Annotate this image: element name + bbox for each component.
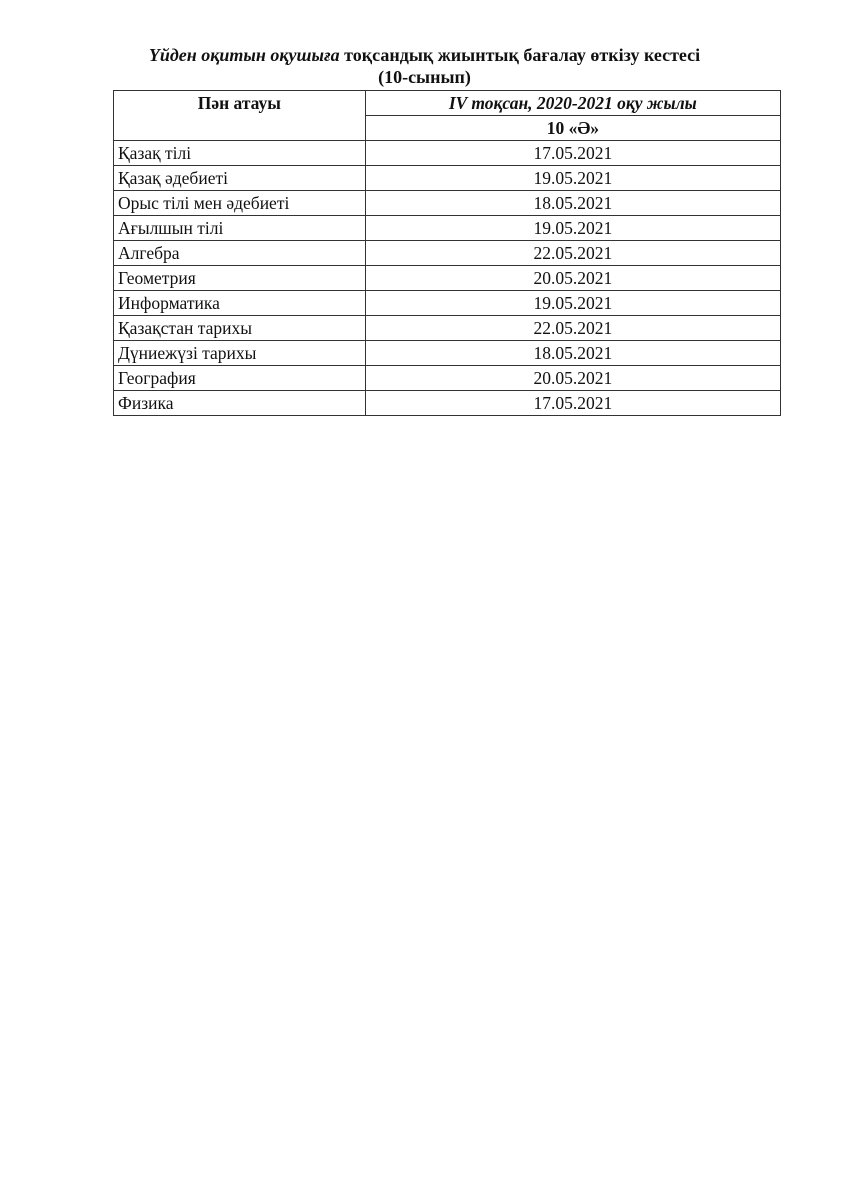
subject-cell: Информатика — [114, 291, 366, 316]
subject-cell: Қазақ әдебиеті — [114, 166, 366, 191]
subject-cell: Дүниежүзі тарихы — [114, 341, 366, 366]
title-italic-part: Үйден оқитын оқушыға — [148, 45, 340, 65]
class-column-header: 10 «Ә» — [365, 116, 780, 141]
date-cell: 17.05.2021 — [365, 141, 780, 166]
table-row — [114, 316, 781, 341]
subject-cell: Қазақ тілі — [114, 141, 366, 166]
table-row — [114, 191, 781, 216]
date-cell: 22.05.2021 — [365, 241, 780, 266]
table-row — [114, 291, 781, 316]
table-row — [114, 341, 781, 366]
subject-cell: Геометрия — [114, 266, 366, 291]
table-row — [114, 216, 781, 241]
table-row — [114, 266, 781, 291]
table-row — [114, 391, 781, 416]
table-header-row — [114, 91, 781, 116]
subject-cell: Қазақстан тарихы — [114, 316, 366, 341]
subject-cell: География — [114, 366, 366, 391]
title-class-line: (10-сынып) — [378, 67, 471, 87]
quarter-column-header: IV тоқсан, 2020-2021 оқу жылы — [365, 91, 780, 116]
subject-cell: Ағылшын тілі — [114, 216, 366, 241]
document-title — [0, 44, 849, 88]
subject-cell: Физика — [114, 391, 366, 416]
date-cell: 19.05.2021 — [365, 166, 780, 191]
subject-cell: Алгебра — [114, 241, 366, 266]
date-cell: 20.05.2021 — [365, 366, 780, 391]
exam-schedule-table — [113, 90, 781, 416]
table-row — [114, 141, 781, 166]
title-main-part: тоқсандық жиынтық бағалау өткізу кестесі — [339, 45, 701, 65]
date-cell: 17.05.2021 — [365, 391, 780, 416]
table-row — [114, 166, 781, 191]
table-row — [114, 366, 781, 391]
date-cell: 19.05.2021 — [365, 291, 780, 316]
subject-cell: Орыс тілі мен әдебиеті — [114, 191, 366, 216]
subject-column-header: Пән атауы — [114, 91, 366, 141]
date-cell: 22.05.2021 — [365, 316, 780, 341]
date-cell: 18.05.2021 — [365, 191, 780, 216]
date-cell: 20.05.2021 — [365, 266, 780, 291]
date-cell: 19.05.2021 — [365, 216, 780, 241]
date-cell: 18.05.2021 — [365, 341, 780, 366]
table-row — [114, 241, 781, 266]
